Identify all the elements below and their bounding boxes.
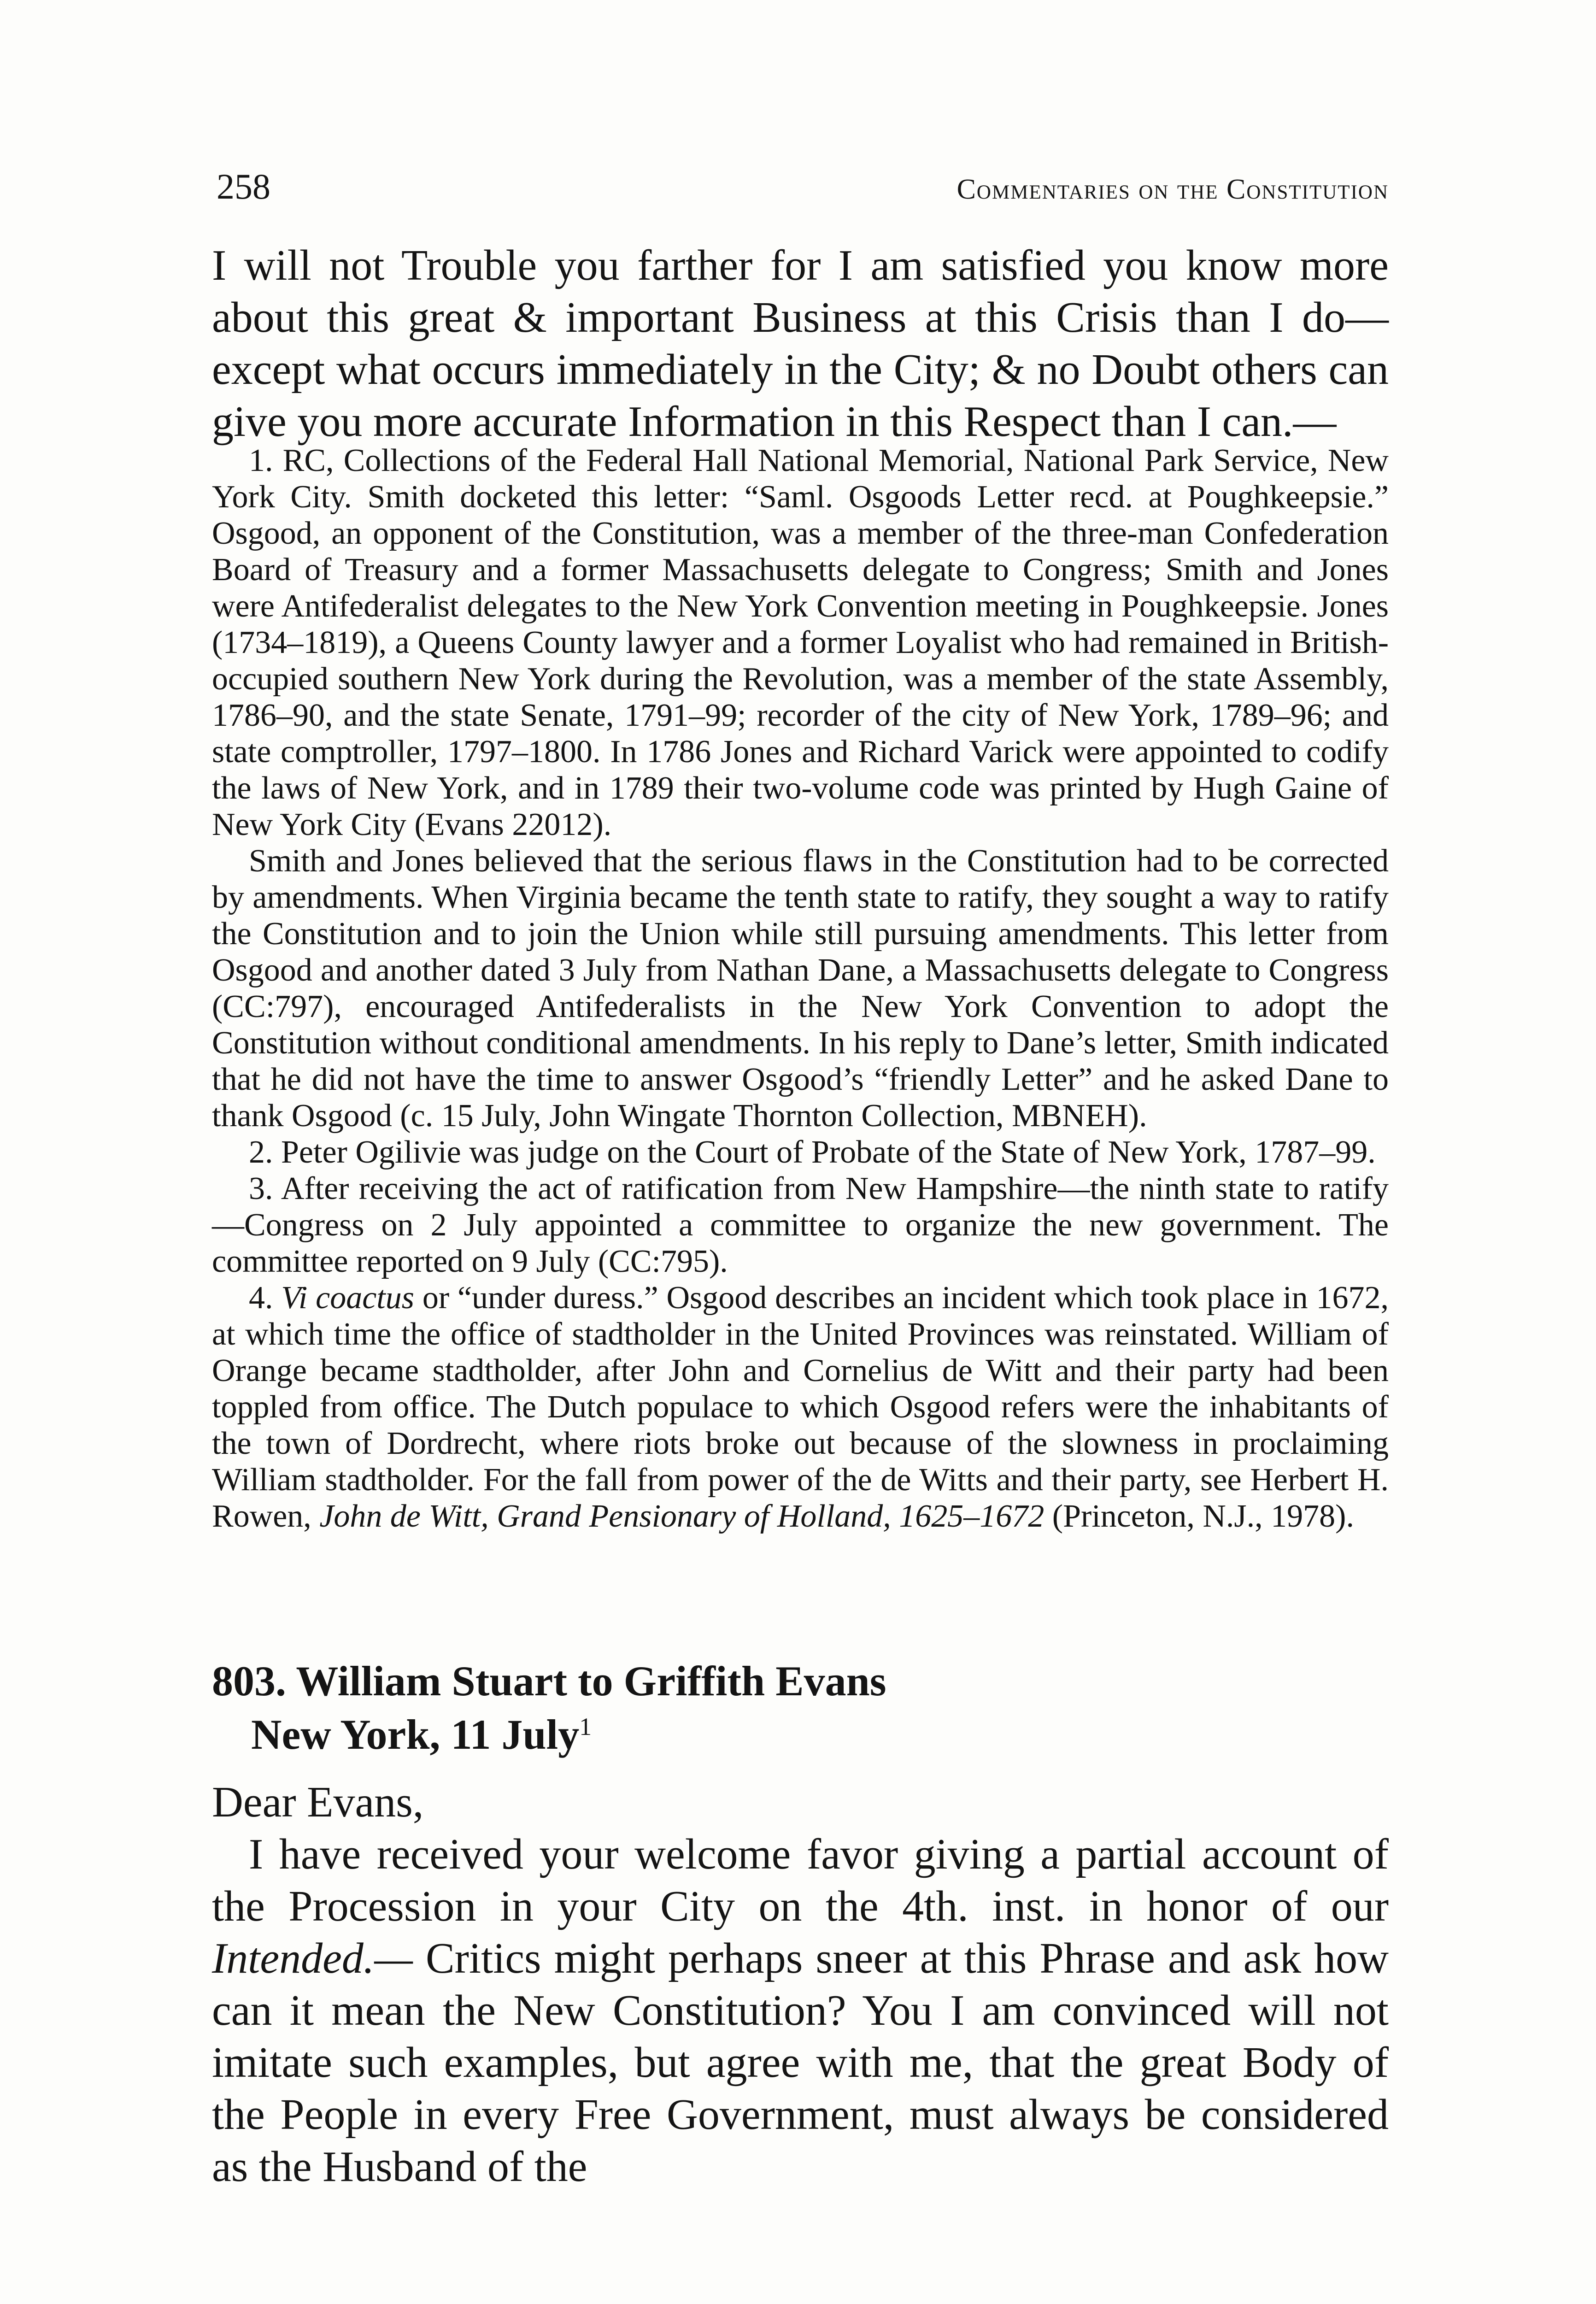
document-heading-footnote-mark: 1 [579, 1713, 592, 1740]
running-head: Commentaries on the Constitution [956, 174, 1389, 205]
footnote-4-citation: (Princeton, N.J., 1978). [1052, 1499, 1354, 1534]
document-heading-dateline [212, 1708, 886, 1761]
footnote-1: 1. RC, Collections of the Federal Hall National Memorial, National Park Service, New York City. Smith docketed this letter: “Saml. Osgoods Letter recd. at Poughkeepsie.” Osgood, an opponent of the Constitution, was a member of the three-man Confederation Board of Treasury and a former Massachusetts delegate to Congress; Smith and Jones were Antifederalist delegates to the New York Convention meeting in Poughkeepsie. Jones (1734–1819), a Queens County lawyer and a former Loyalist who had remained in British-occupied southern New York during the Revolution, was a member of the state Assembly, 1786–90, and the state Senate, 1791–99; recorder of the city of New York, 1789–96; and state comptroller, 1797–1800. In 1786 Jones and Richard Varick were appointed to codify the laws of New York, and in 1789 their two-volume code was printed by Hugh Gaine of New York City (Evans 22012). [212, 443, 1389, 842]
footnote-1-continued: Smith and Jones believed that the serious flaws in the Constitution had to be corrected by amendments. When Virginia became the tenth state to ratify, they sought a way to ratify the Constitution and to join the Union while still pursuing amendments. This letter from Osgood and another dated 3 July from Nathan Dane, a Massachusetts delegate to Congress (CC:797), encouraged Antifederalists in the New York Convention to adopt the Constitution without conditional amendments. In his reply to Dane’s letter, Smith indicated that he did not have the time to answer Osgood’s “friendly Letter” and he asked Dane to thank Osgood (c. 15 July, John Wingate Thornton Collection, MBNEH). [212, 843, 1389, 1134]
footnote-4-label: 4. [249, 1280, 273, 1316]
footnote-3: 3. After receiving the act of ratification from New Hampshire—the ninth state to ratify—Congress on 2 July appointed a committee to organize the new government. The committee reported on 9 July (CC:795). [212, 1171, 1389, 1279]
letter-paragraph [212, 1828, 1389, 2193]
footnote-4-text: or “under duress.” Osgood describes an incident which took place in 1672, at which time the office of stadtholder in the United Provinces was reinstated. William of Orange became stadtholder, after John and Cornelius de Witt and their party had been toppled from office. The Dutch populace to which Osgood refers were the inhabitants of the town of Dordrecht, where riots broke out because of the slowness in proclaiming William stadtholder. For the fall from power of the de Witts and their party, see Herbert H. Rowen, [212, 1280, 1389, 1534]
footnote-4-latin: Vi coactus [281, 1280, 414, 1316]
letter-closing-text: I will not Trouble you farther for I am satisfied you know more about this great & important Business at this Crisis than I do—except what occurs immediately in the City; & no Doubt others can give you more accurate Information in this Respect than I can.— [212, 241, 1389, 446]
stuart-letter [212, 1776, 1389, 2193]
footnote-4-book-title: John de Witt, Grand Pensionary of Holland, 1625–1672 [319, 1499, 1044, 1534]
page-header [217, 166, 1389, 207]
footnote-2: 2. Peter Ogilivie was judge on the Court of Probate of the State of New York, 1787–99. [249, 1134, 1376, 1170]
document-heading-place-date: New York, 11 July [251, 1711, 580, 1758]
page-number: 258 [217, 166, 270, 206]
letter-paragraph-rest: Critics might perhaps sneer at this Phrase and ask how can it mean the New Constitution? You I am convinced will not imitate such examples, but agree with me, that the great Body of the People in every Free Government, must always be considered as the Husband of the [212, 1934, 1389, 2191]
footnotes [212, 442, 1389, 1534]
footnote-4 [212, 1280, 1389, 1534]
document-heading [212, 1654, 886, 1761]
document-heading-title: 803. William Stuart to Griffith Evans [212, 1657, 886, 1704]
letter-paragraph-start: I have received your welcome favor giving a partial account of the Procession in your City on the 4th. inst. in honor of our [212, 1830, 1389, 1930]
letter-salutation: Dear Evans, [212, 1778, 424, 1826]
letter-closing-paragraph [212, 240, 1389, 448]
letter-intended-word: Intended.— [212, 1934, 413, 1982]
